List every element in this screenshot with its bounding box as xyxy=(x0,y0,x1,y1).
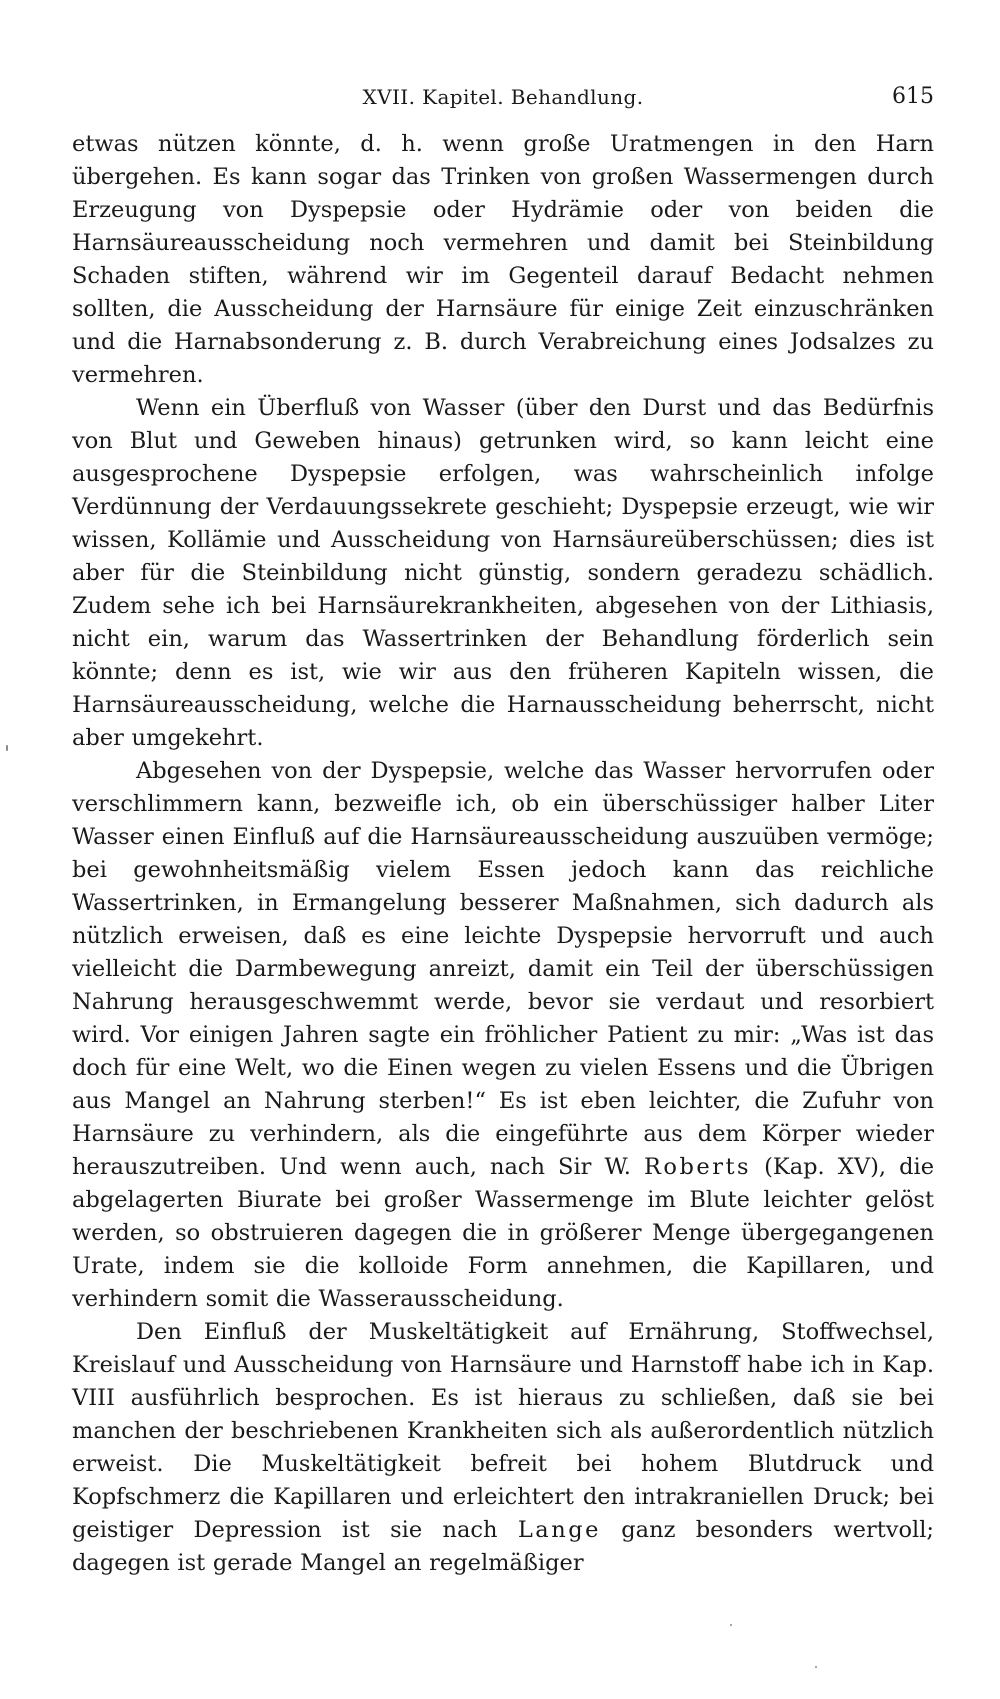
book-page xyxy=(72,80,934,1580)
author-name-lange: Lange xyxy=(517,1517,601,1543)
print-speck xyxy=(730,1624,732,1626)
print-speck xyxy=(815,1666,817,1668)
paragraph-muscle-activity xyxy=(72,1316,934,1580)
print-speck xyxy=(6,745,8,751)
running-head xyxy=(72,80,934,114)
paragraph-water-excess: Wenn ein Überfluß von Wasser (über den Durst und das Bedürfnis von Blut und Geweben hinaus) getrunken wird, so kann leicht eine ausgesprochene Dyspepsie erfolgen, was wahrscheinlich infolge Verdünnung der Verdauungssekrete geschieht; Dyspepsie erzeugt, wie wir wissen, Kollämie und Ausscheidung von Harnsäureüberschüssen; dies ist aber für die Steinbildung nicht günstig, sondern geradezu schädlich. Zudem sehe ich bei Harnsäurekrankheiten, abgesehen von der Lithiasis, nicht ein, warum das Wassertrinken der Behandlung förderlich sein könnte; denn es ist, wie wir aus den früheren Kapiteln wissen, die Harnsäureausscheidung, welche die Harnausscheidung beherrscht, nicht aber umgekehrt. xyxy=(72,395,934,751)
paragraph-continued: etwas nützen könnte, d. h. wenn große Uratmengen in den Harn übergehen. Es kann sogar das Trinken von großen Wassermengen durch Erzeugung von Dyspepsie oder Hydrämie oder von beiden die Harnsäureausscheidung noch vermehren und damit bei Steinbildung Schaden stiften, während wir im Gegenteil darauf Bedacht nehmen sollten, die Ausscheidung der Harnsäure für einige Zeit einzuschränken und die Harnabsonderung z. B. durch Verabreichung eines Jodsalzes zu vermehren. xyxy=(72,131,934,388)
paragraph-text-after: ganz besonders wertvoll; dagegen ist gerade Mangel an regelmäßiger xyxy=(72,1517,935,1576)
paragraph-text-before: Den Einfluß der Muskeltätigkeit auf Ernährung, Stoffwechsel, Kreislauf und Ausscheidung von Harnsäure und Harnstoff habe ich in Kap. VIII ausführlich besprochen. Es ist hieraus zu schließen, daß sie bei manchen der beschriebenen Krankheiten sich als außerordentlich nützlich erweist. Die Muskeltätigkeit befreit bei hohem Blutdruck und Kopfschmerz die Kapillaren und erleichtert den intrakraniellen Druck; bei geistiger Depression ist sie nach xyxy=(72,1319,934,1543)
paragraph-dyspepsia xyxy=(72,755,934,1316)
author-name-roberts: Roberts xyxy=(643,1154,752,1180)
body-text xyxy=(72,128,934,1580)
paragraph-text-before: Abgesehen von der Dyspepsie, welche das Wasser hervorrufen oder verschlimmern kann, bezweifle ich, ob ein überschüssiger halber Liter Wasser einen Einfluß auf die Harnsäureausscheidung auszuüben vermöge; bei gewohnheitsmäßig vielem Essen jedoch kann das reichliche Wassertrinken, in Ermangelung besserer Maßnahmen, sich dadurch als nützlich erweisen, daß es eine leichte Dyspepsie hervorruft und auch vielleicht die Darmbewegung anreizt, damit ein Teil der überschüssigen Nahrung herausgeschwemmt werde, bevor sie verdaut und resorbiert wird. Vor einigen Jahren sagte ein fröhlicher Patient zu mir: „Was ist das doch für eine Welt, wo die Einen wegen zu vielen Essens und die Übrigen aus Mangel an Nahrung sterben!“ Es ist eben leichter, die Zufuhr von Harnsäure zu verhindern, als die eingeführte aus dem Körper wieder herauszutreiben. Und wenn auch, nach Sir W. xyxy=(72,758,934,1180)
page-number: 615 xyxy=(892,84,934,109)
paragraph-text-after: (Kap. XV), die abgelagerten Biurate bei großer Wassermenge im Blute leichter gelöst werden, so obstruieren dagegen die in größerer Menge übergegangenen Urate, indem sie die kolloide Form annehmen, die Kapillaren, und verhindern somit die Wasserausscheidung. xyxy=(72,1154,935,1312)
chapter-heading: XVII. Kapitel. Behandlung. xyxy=(362,85,644,109)
